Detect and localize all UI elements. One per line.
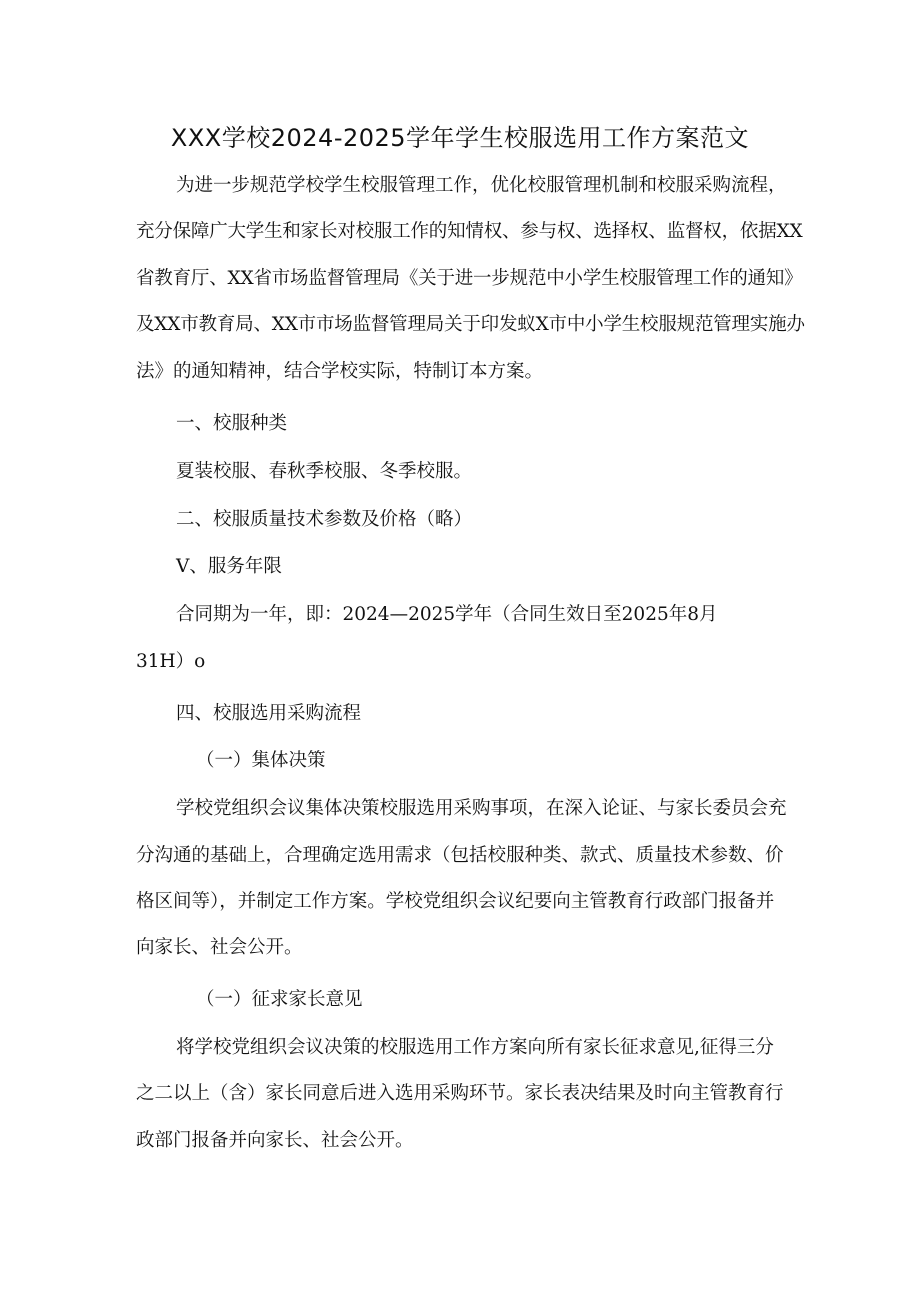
intro-line-5: 法》的通知精神，结合学校实际，特制订本方案。	[136, 361, 544, 382]
sub1-body-line-3: 格区间等），并制定工作方案。学校党组织会议纪要向主管教育行政部门报备并	[136, 891, 775, 912]
intro-line-3: 省教育厅、XX省市场监督管理局《关于进一步规范中小学生校服管理工作的通知》	[136, 268, 803, 289]
sub1-body-line-2: 分沟通的基础上，合理确定选用需求（包括校服种类、款式、质量技术参数、价	[136, 845, 784, 866]
document-title: XXX学校2024-2025学年学生校服选用工作方案范文	[170, 124, 750, 152]
section3-body-line-1: 合同期为一年，即：2024—2025学年（合同生效日至2025年8月	[176, 604, 718, 625]
sub2-heading: （一）征求家长意见	[196, 989, 363, 1010]
section1-body: 夏装校服、春秋季校服、冬季校服。	[176, 461, 473, 482]
intro-line-1: 为进一步规范学校学生校服管理工作，优化校服管理机制和校服采购流程，	[176, 175, 787, 196]
sub2-body-line-2: 之二以上（含）家长同意后进入选用采购环节。家长表决结果及时向主管教育行	[136, 1083, 784, 1104]
sub1-body-line-1: 学校党组织会议集体决策校服选用采购事项，在深入论证、与家长委员会充	[176, 798, 787, 819]
section1-heading: 一、校服种类	[176, 413, 288, 434]
section2-heading: 二、校服质量技术参数及价格（略）	[176, 509, 473, 530]
intro-line-2: 充分保障广大学生和家长对校服工作的知情权、参与权、选择权、监督权，依据XX	[136, 221, 803, 242]
sub1-heading: （一）集体决策	[196, 750, 326, 771]
section3-body-line-2: 31H）o	[136, 651, 206, 672]
sub1-body-line-4: 向家长、社会公开。	[136, 937, 303, 958]
sub2-body-line-1: 将学校党组织会议决策的校服选用工作方案向所有家长征求意见,征得三分	[176, 1037, 774, 1058]
intro-line-4: 及XX市教育局、XX市市场监督管理局关于印发蚁X市中小学生校服规范管理实施办	[136, 314, 805, 335]
sub2-body-line-3: 政部门报备并向家长、社会公开。	[136, 1130, 414, 1151]
section4-heading: 四、校服选用采购流程	[176, 703, 362, 724]
section3-heading: V、服务年限	[176, 556, 282, 577]
